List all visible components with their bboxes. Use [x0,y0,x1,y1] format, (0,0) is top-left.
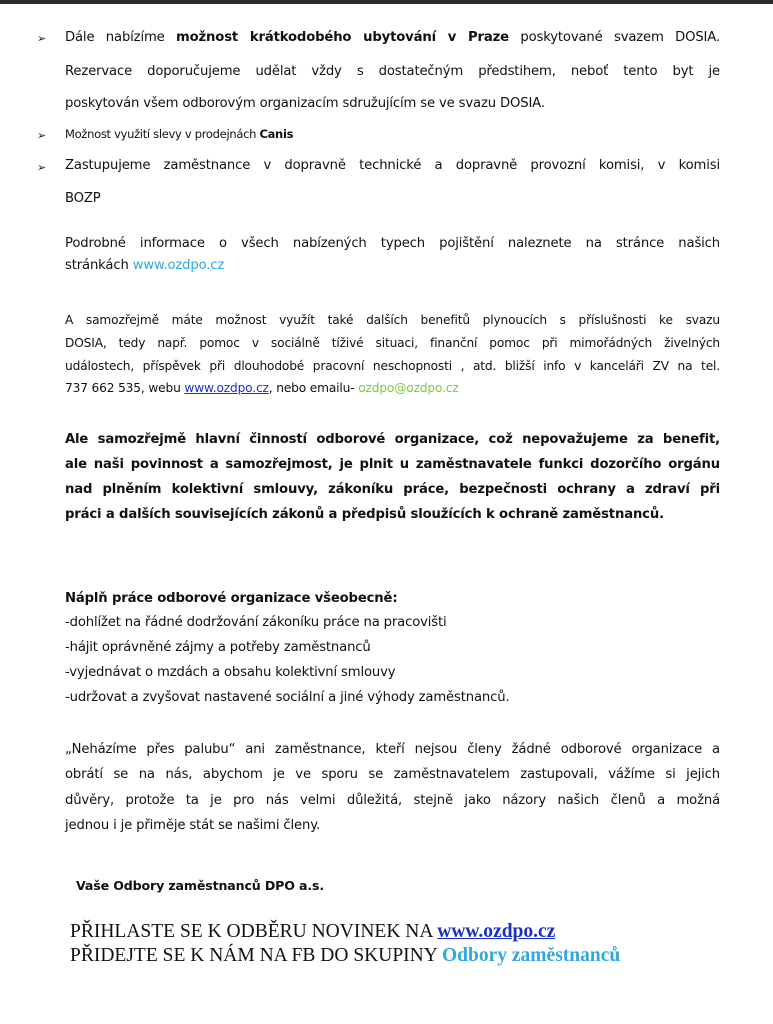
signature: Vaše Odbory zaměstnanců DPO a.s. [76,878,324,893]
bullet-line: Možnost využití slevy v prodejnách Canis [65,127,294,141]
paragraph-line: „Neházíme přes palubu“ ani zaměstnance, kteří nejsou členy žádné odborové organizace a [65,742,720,757]
paragraph-line: 737 662 535, webu www.ozdpo.cz, nebo emailu- ozdpo@ozdpo.cz [65,381,459,395]
bullet-line: Zastupujeme zaměstnance v dopravně technické a dopravně provozní komisi, v komisi [65,158,720,173]
paragraph-line: A samozřejmě máte možnost využít také dalších benefitů plynoucích s příslušnosti ke svazu [65,313,720,327]
duty-item: -udržovat a zvyšovat nastavené sociální a jiné výhody zaměstnanců. [65,690,510,705]
paragraph-line: obrátí se na nás, abychom je ve sporu se zaměstnavatelem zastupovali, vážíme si jejich [65,767,720,782]
duties-heading: Náplň práce odborové organizace všeobecně: [65,591,398,606]
paragraph-line: nad plněním kolektivní smlouvy, zákoníku práce, bezpečnosti ochrany a zdraví při [65,482,720,497]
facebook-group-link[interactable]: Odbory zaměstnanců [442,945,621,966]
paragraph-line: událostech, příspěvek při dlouhodobé pracovní neschopnosti , atd. bližší info v kanceláři ZV na tel. [65,359,720,373]
facebook-line: PŘIDEJTE SE K NÁM NA FB DO SKUPINY Odbory zaměstnanců [70,945,621,966]
duty-item: -hájit oprávněné zájmy a potřeby zaměstnanců [65,640,371,655]
bullet-line: BOZP [65,191,101,206]
paragraph-line: stránkách www.ozdpo.cz [65,258,225,273]
arrow-bullet-icon: ➢ [37,161,47,174]
paragraph-line: Ale samozřejmě hlavní činností odborové organizace, což nepovažujeme za benefit, [65,432,720,447]
paragraph-line: jednou i je přiměje stát se našimi členy. [65,818,321,833]
website-link[interactable]: www.ozdpo.cz [437,921,556,942]
paragraph-line: DOSIA, tedy např. pomoc v sociálně tíživé situaci, finanční pomoc při mimořádných živelných [65,336,720,350]
bullet-line: poskytován všem odborovým organizacím sdružujícím se ve svazu DOSIA. [65,96,545,111]
bullet-line: Rezervace doporučujeme udělat vždy s dostatečným předstihem, neboť tento byt je [65,64,720,79]
paragraph-line: ale naši povinnost a samozřejmost, je plnit u zaměstnavatele funkci dozorčího orgánu [65,457,720,472]
paragraph-line: Podrobné informace o všech nabízených typech pojištění naleznete na stránce našich [65,236,720,251]
duty-item: -dohlížet na řádné dodržování zákoníku práce na pracovišti [65,615,447,630]
newsletter-line: PŘIHLASTE SE K ODBĚRU NOVINEK NA www.ozdpo.cz [70,921,556,942]
top-border [0,0,773,4]
duty-item: -vyjednávat o mzdách a obsahu kolektivní smlouvy [65,665,396,680]
paragraph-line: důvěry, protože ta je pro nás velmi důležitá, stejně jako názory našich členů a možná [65,793,720,808]
bullet-line: Dále nabízíme možnost krátkodobého ubytování v Praze poskytované svazem DOSIA. [65,30,720,45]
paragraph-line: práci a dalších souvisejících zákonů a předpisů sloužících k ochraně zaměstnanců. [65,507,664,522]
website-link[interactable]: www.ozdpo.cz [184,381,269,395]
email-link[interactable]: ozdpo@ozdpo.cz [358,381,459,395]
arrow-bullet-icon: ➢ [37,32,47,45]
arrow-bullet-icon: ➢ [37,129,47,142]
website-link[interactable]: www.ozdpo.cz [132,258,225,273]
